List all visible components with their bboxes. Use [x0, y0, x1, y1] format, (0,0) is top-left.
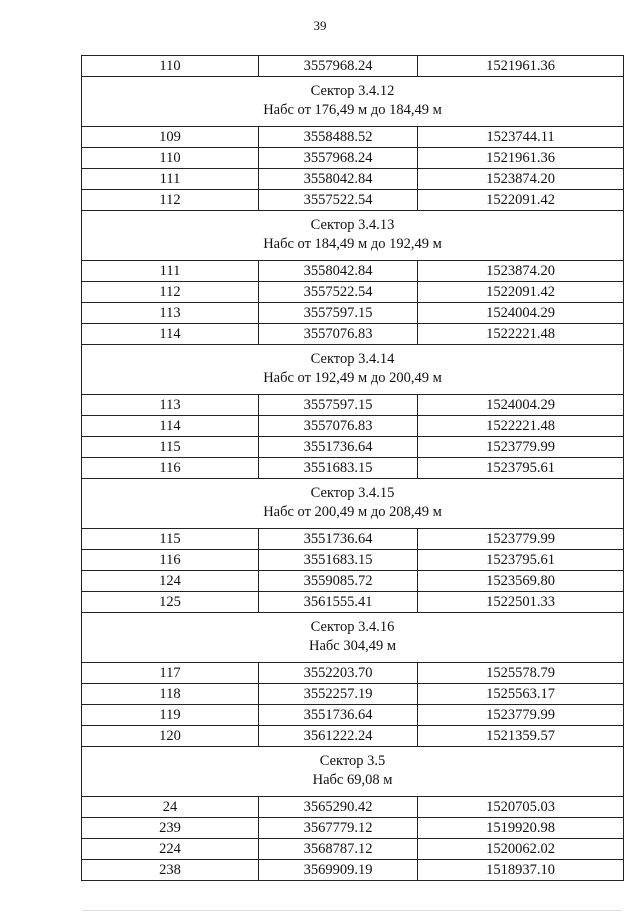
point-number-cell: 116	[82, 550, 259, 571]
coordinates-table-body	[82, 56, 624, 881]
table-row	[82, 169, 624, 190]
point-number-cell: 110	[82, 56, 259, 77]
sector-title: Сектор 3.5	[319, 753, 386, 769]
sector-altitude-range: Набс 69,08 м	[312, 772, 393, 788]
sector-header-row	[82, 479, 624, 529]
table-row	[82, 324, 624, 345]
sector-header-row	[82, 345, 624, 395]
y-coordinate-cell: 1522091.42	[418, 282, 624, 303]
sector-title: Сектор 3.4.14	[310, 351, 395, 367]
x-coordinate-cell: 3557968.24	[259, 56, 418, 77]
point-number-cell: 238	[82, 860, 259, 881]
page-edge-line	[82, 910, 622, 911]
table-row	[82, 190, 624, 211]
table-row	[82, 839, 624, 860]
sector-title: Сектор 3.4.16	[310, 619, 395, 635]
x-coordinate-cell: 3552203.70	[259, 663, 418, 684]
x-coordinate-cell: 3557522.54	[259, 282, 418, 303]
point-number-cell: 116	[82, 458, 259, 479]
y-coordinate-cell: 1520705.03	[418, 797, 624, 818]
sector-header-cell	[82, 479, 624, 529]
sector-altitude-range: Набс 304,49 м	[308, 638, 397, 654]
table-row	[82, 395, 624, 416]
table-row	[82, 550, 624, 571]
x-coordinate-cell: 3552257.19	[259, 684, 418, 705]
table-row	[82, 303, 624, 324]
x-coordinate-cell: 3561555.41	[259, 592, 418, 613]
sector-header-row	[82, 747, 624, 797]
table-row	[82, 282, 624, 303]
y-coordinate-cell: 1521961.36	[418, 148, 624, 169]
y-coordinate-cell: 1523795.61	[418, 550, 624, 571]
x-coordinate-cell: 3565290.42	[259, 797, 418, 818]
y-coordinate-cell: 1523569.80	[418, 571, 624, 592]
y-coordinate-cell: 1525578.79	[418, 663, 624, 684]
y-coordinate-cell: 1524004.29	[418, 395, 624, 416]
sector-header-cell	[82, 211, 624, 261]
point-number-cell: 113	[82, 395, 259, 416]
y-coordinate-cell: 1523779.99	[418, 529, 624, 550]
x-coordinate-cell: 3557076.83	[259, 416, 418, 437]
sector-header-row	[82, 613, 624, 663]
x-coordinate-cell: 3567779.12	[259, 818, 418, 839]
table-row	[82, 663, 624, 684]
sector-title: Сектор 3.4.15	[310, 485, 395, 501]
point-number-cell: 112	[82, 190, 259, 211]
table-row	[82, 860, 624, 881]
y-coordinate-cell: 1522501.33	[418, 592, 624, 613]
y-coordinate-cell: 1523779.99	[418, 705, 624, 726]
y-coordinate-cell: 1521359.57	[418, 726, 624, 747]
y-coordinate-cell: 1523874.20	[418, 169, 624, 190]
point-number-cell: 119	[82, 705, 259, 726]
sector-title: Сектор 3.4.12	[310, 83, 395, 99]
sector-altitude-range: Набс от 200,49 м до 208,49 м	[263, 504, 442, 520]
table-row	[82, 127, 624, 148]
y-coordinate-cell: 1524004.29	[418, 303, 624, 324]
table-row	[82, 571, 624, 592]
point-number-cell: 109	[82, 127, 259, 148]
y-coordinate-cell: 1523874.20	[418, 261, 624, 282]
sector-header-cell	[82, 77, 624, 127]
point-number-cell: 239	[82, 818, 259, 839]
y-coordinate-cell: 1522091.42	[418, 190, 624, 211]
table-row	[82, 726, 624, 747]
table-row	[82, 148, 624, 169]
point-number-cell: 117	[82, 663, 259, 684]
table-row	[82, 592, 624, 613]
x-coordinate-cell: 3557597.15	[259, 303, 418, 324]
sector-altitude-range: Набс от 176,49 м до 184,49 м	[263, 102, 442, 118]
point-number-cell: 110	[82, 148, 259, 169]
x-coordinate-cell: 3557597.15	[259, 395, 418, 416]
y-coordinate-cell: 1520062.02	[418, 839, 624, 860]
x-coordinate-cell: 3569909.19	[259, 860, 418, 881]
point-number-cell: 111	[82, 169, 259, 190]
table-row	[82, 797, 624, 818]
x-coordinate-cell: 3551683.15	[259, 458, 418, 479]
table-row	[82, 529, 624, 550]
table-row	[82, 818, 624, 839]
x-coordinate-cell: 3551736.64	[259, 529, 418, 550]
x-coordinate-cell: 3551683.15	[259, 550, 418, 571]
point-number-cell: 120	[82, 726, 259, 747]
x-coordinate-cell: 3551736.64	[259, 437, 418, 458]
point-number-cell: 118	[82, 684, 259, 705]
table-row	[82, 261, 624, 282]
point-number-cell: 125	[82, 592, 259, 613]
x-coordinate-cell: 3568787.12	[259, 839, 418, 860]
y-coordinate-cell: 1523795.61	[418, 458, 624, 479]
y-coordinate-cell: 1519920.98	[418, 818, 624, 839]
table-row	[82, 458, 624, 479]
point-number-cell: 114	[82, 416, 259, 437]
point-number-cell: 224	[82, 839, 259, 860]
sector-altitude-range: Набс от 192,49 м до 200,49 м	[263, 370, 442, 386]
y-coordinate-cell: 1523744.11	[418, 127, 624, 148]
y-coordinate-cell: 1523779.99	[418, 437, 624, 458]
x-coordinate-cell: 3558042.84	[259, 261, 418, 282]
point-number-cell: 113	[82, 303, 259, 324]
sector-title: Сектор 3.4.13	[310, 217, 395, 233]
point-number-cell: 114	[82, 324, 259, 345]
y-coordinate-cell: 1522221.48	[418, 416, 624, 437]
point-number-cell: 115	[82, 529, 259, 550]
sector-header-cell	[82, 345, 624, 395]
point-number-cell: 115	[82, 437, 259, 458]
x-coordinate-cell: 3557076.83	[259, 324, 418, 345]
point-number-cell: 124	[82, 571, 259, 592]
table-row	[82, 705, 624, 726]
x-coordinate-cell: 3557968.24	[259, 148, 418, 169]
table-row	[82, 416, 624, 437]
x-coordinate-cell: 3557522.54	[259, 190, 418, 211]
point-number-cell: 24	[82, 797, 259, 818]
x-coordinate-cell: 3551736.64	[259, 705, 418, 726]
x-coordinate-cell: 3559085.72	[259, 571, 418, 592]
y-coordinate-cell: 1525563.17	[418, 684, 624, 705]
point-number-cell: 112	[82, 282, 259, 303]
sector-header-row	[82, 77, 624, 127]
sector-header-row	[82, 211, 624, 261]
sector-header-cell	[82, 747, 624, 797]
x-coordinate-cell: 3561222.24	[259, 726, 418, 747]
y-coordinate-cell: 1518937.10	[418, 860, 624, 881]
y-coordinate-cell: 1522221.48	[418, 324, 624, 345]
sector-header-cell	[82, 613, 624, 663]
page-number: 39	[313, 18, 327, 33]
table-row	[82, 56, 624, 77]
coordinates-table	[81, 55, 624, 881]
x-coordinate-cell: 3558488.52	[259, 127, 418, 148]
table-row	[82, 437, 624, 458]
sector-altitude-range: Набс от 184,49 м до 192,49 м	[263, 236, 442, 252]
y-coordinate-cell: 1521961.36	[418, 56, 624, 77]
x-coordinate-cell: 3558042.84	[259, 169, 418, 190]
table-row	[82, 684, 624, 705]
point-number-cell: 111	[82, 261, 259, 282]
